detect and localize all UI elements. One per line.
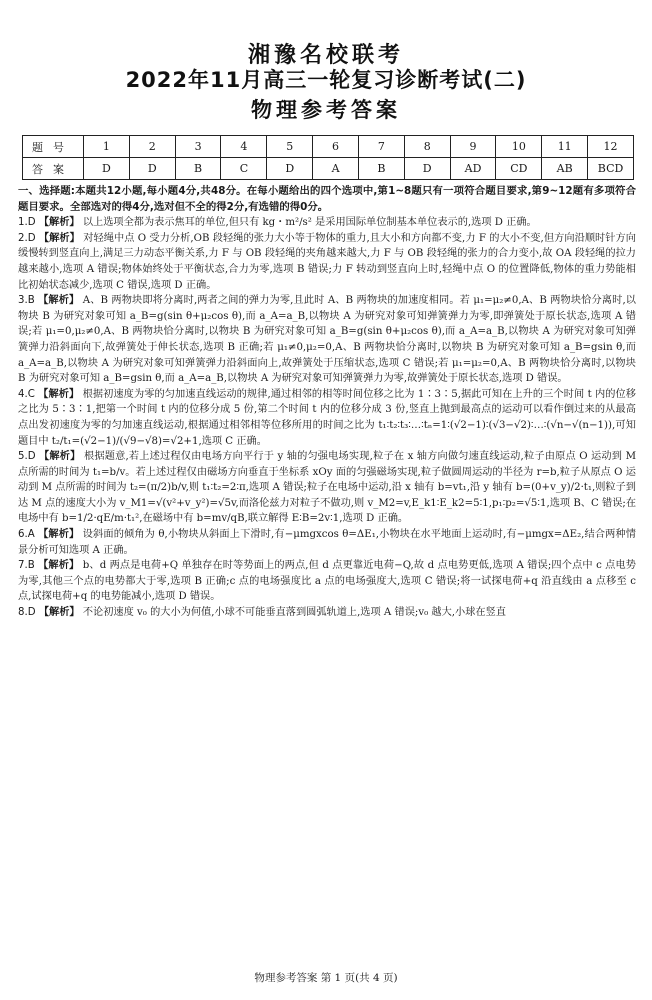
question-number: 4 bbox=[221, 136, 267, 158]
exam-series-title: 湘豫名校联考 bbox=[247, 43, 404, 68]
solution-item bbox=[18, 215, 636, 231]
analysis-tag: 【解析】 bbox=[38, 388, 80, 400]
answer-cell: BCD bbox=[588, 158, 634, 180]
question-number: 3 bbox=[175, 136, 221, 158]
solution-body bbox=[18, 184, 636, 621]
item-number: 2.D bbox=[18, 232, 36, 244]
question-number: 9 bbox=[450, 136, 496, 158]
answer-cell: D bbox=[129, 158, 175, 180]
answer-cell: AD bbox=[450, 158, 496, 180]
row-label-answer: 答案 bbox=[23, 158, 84, 180]
solution-text: 对轻绳中点 O 受力分析,OB 段轻绳的张力大小等于物体的重力,且大小和方向都不变,力 F 的大小不变,但方向沿顺时针方向缓慢转到竖直向上,满足三力动态平衡关系,力 F 与 OB 段轻绳的夹角越来越大,力 F 与 OB 段轻绳的张力的合力变小,故 OA 段轻绳的拉力越来越小,选项 A 错误;物体始终处于平衡状态,合力为零,选项 B 错误;力 F 转动到竖直向上时,轻绳中点 O 的位置降低,物体的重力势能相比初始状态减少,选项 C 错误,选项 D 正确。 bbox=[18, 232, 636, 291]
solution-text: 不论初速度 v₀ 的大小为何值,小球不可能垂直落到圆弧轨道上,选项 A 错误;v₀ 越大,小球在竖直 bbox=[82, 607, 506, 619]
item-number: 6.A bbox=[18, 529, 35, 541]
analysis-tag: 【解析】 bbox=[38, 529, 80, 541]
solution-item bbox=[18, 558, 636, 605]
solution-item bbox=[18, 387, 636, 449]
question-number: 2 bbox=[129, 136, 175, 158]
question-number: 5 bbox=[267, 136, 313, 158]
analysis-tag: 【解析】 bbox=[38, 217, 80, 229]
question-number: 10 bbox=[496, 136, 542, 158]
solution-text: 根据题意,若上述过程仅由电场方向平行于 y 轴的匀强电场实现,粒子在 x 轴方向做匀速直线运动,粒子由原点 O 运动到 M 点所需的时间为 t₁=b/v。若上述过程仅由磁场方向垂直于坐标系 xOy 面的匀强磁场实现,粒子做圆周运动的半径为 r=b,粒子从原点 O 运动到 M 点所需的时间为 t₂=(π/2)b/v,则 t₁∶t₂=2∶π,选项 A 错误;粒子在电场中运动,沿 x 轴有 b=vt₁,沿 y 轴有 b=(0+v_y)/2·t₁,则粒子到达 M 点的速度大小为 v_M1=√(v²+v_y²)=√5v,而洛伦兹力对粒子不做功,则 v_M2=v,E_k1∶E_k2=5∶1,p₁∶p₂=√5∶1,选项 B、C 错误;在电场中有 b=1/2·qE/m·t₁²,在磁场中有 b=mv/qB,联立解得 E∶B=2v∶1,选项 D 正确。 bbox=[18, 451, 637, 525]
exam-title: 2022年11月高三一轮复习诊断考试(二) bbox=[125, 68, 527, 92]
solution-item bbox=[18, 293, 636, 387]
question-number: 1 bbox=[84, 136, 130, 158]
answer-cell: D bbox=[404, 158, 450, 180]
analysis-tag: 【解析】 bbox=[38, 607, 80, 619]
solution-text: 根据初速度为零的匀加速直线运动的规律,通过相邻的相等时间位移之比为 1∶3∶5,据此可知在上升的三个时间 t 内的位移之比为 5∶3∶1,把第一个时间 t 内的位移分成 5 份,第二个时间 t 内的位移分成 3 份,竖直上抛到最高点的运动可以看作倒过来的从最高点出发初速度为零的匀加速直线运动,根据通过相邻相等位移所用的时间之比为 t₁∶t₂∶t₃∶…∶tₙ=1∶(√2−1)∶(√3−√2)∶…∶(√n−√(n−1)),可知题目中 t₂/t₁=(√2−1)/(√9−√8)=√2+1,选项 C 正确。 bbox=[18, 388, 636, 447]
solution-text: 以上选项全都为表示焦耳的单位,但只有 kg・m²/s² 是采用国际单位制基本单位表示的,选项 D 正确。 bbox=[82, 217, 537, 229]
question-number: 11 bbox=[542, 136, 588, 158]
answer-cell: B bbox=[358, 158, 404, 180]
page-footer: 物理参考答案 第 1 页(共 4 页) bbox=[254, 972, 398, 984]
analysis-tag: 【解析】 bbox=[38, 232, 80, 244]
question-number: 7 bbox=[358, 136, 404, 158]
analysis-tag: 【解析】 bbox=[39, 451, 81, 463]
question-number: 12 bbox=[588, 136, 634, 158]
analysis-tag: 【解析】 bbox=[38, 560, 80, 572]
solution-text: b、d 两点是电荷+Q 单独存在时等势面上的两点,但 d 点更靠近电荷−Q,故 d 点电势更低,选项 A 错误;四个点中 c 点电势为零,其他三个点的电势都大于零,选项 B 正确;c 点的电场强度比 a 点的电场强度大,选项 C 错误;将一试探电荷+q 沿直线由 a 点移至 c 点,试探电荷+q 的电势能减小,选项 D 错误。 bbox=[18, 560, 636, 603]
solution-item bbox=[18, 449, 636, 527]
item-number: 3.B bbox=[18, 295, 35, 307]
answer-cell: A bbox=[313, 158, 359, 180]
answer-cell: B bbox=[175, 158, 221, 180]
item-number: 7.B bbox=[18, 560, 35, 572]
answer-cell: C bbox=[221, 158, 267, 180]
answer-cell: D bbox=[84, 158, 130, 180]
item-number: 4.C bbox=[18, 388, 35, 400]
solution-text: 设斜面的倾角为 θ,小物块从斜面上下滑时,有−μmgxcos θ=ΔE₁,小物块在水平地面上运动时,有−μmgx=ΔE₂,结合两种情景分析可知选项 A 正确。 bbox=[18, 529, 636, 556]
solution-item bbox=[18, 527, 636, 558]
item-number: 5.D bbox=[18, 451, 36, 463]
solution-text: A、B 两物块即将分离时,两者之间的弹力为零,且此时 A、B 两物块的加速度相同。若 μ₁=μ₂≠0,A、B 两物块恰分离时,以物块 B 为研究对象可知 a_B=g(sin θ+μ₂cos θ),而 a_A=a_B,以物块 A 为研究对象可知弹簧弹力为零,即弹簧处于原长状态,选项 A 错误;若 μ₁=0,μ₂≠0,A、B 两物块恰分离时,以物块 B 为研究对象可知 a_B=g(sin θ+μ₂cos θ),而 a_A=a_B,以物块 A 为研究对象可知弹簧弹力沿斜面向下,故弹簧处于伸长状态,选项 B 正确;若 μ₁≠0,μ₂=0,A、B 两物块恰分离时,以物块 B 为研究对象可知 a_B=gsin θ,而 a_A=a_B,以物块 A 为研究对象可知弹簧弹力沿斜面向上,故弹簧处于压缩状态,选项 C 错误;若 μ₁=μ₂=0,A、B 两物块恰分离时,以物块 B 为研究对象可知 a_B=gsin θ,而 a_A=a_B,以物块 A 为研究对象可知弹簧弹力为零,故弹簧处于原长状态,选项 D 错误。 bbox=[18, 295, 636, 385]
question-number: 6 bbox=[313, 136, 359, 158]
solution-item bbox=[18, 605, 636, 621]
answer-cell: D bbox=[267, 158, 313, 180]
answer-cell: CD bbox=[496, 158, 542, 180]
question-number-row bbox=[23, 136, 634, 158]
question-number: 8 bbox=[404, 136, 450, 158]
section-heading: 一、选择题:本题共12小题,每小题4分,共48分。在每小题给出的四个选项中,第1~8题只有一项符合题目要求,第9~12题有多项符合题目要求。全部选对的得4分,选对但不全的得2分,有选错的得0分。 bbox=[18, 185, 636, 213]
item-number: 1.D bbox=[18, 217, 36, 229]
answer-row bbox=[23, 158, 634, 180]
row-label-question: 题号 bbox=[23, 136, 84, 158]
answer-table bbox=[22, 135, 634, 180]
answer-cell: AB bbox=[542, 158, 588, 180]
item-number: 8.D bbox=[18, 607, 36, 619]
answer-key-title: 物理参考答案 bbox=[251, 98, 401, 122]
solution-item bbox=[18, 231, 636, 293]
analysis-tag: 【解析】 bbox=[38, 295, 80, 307]
